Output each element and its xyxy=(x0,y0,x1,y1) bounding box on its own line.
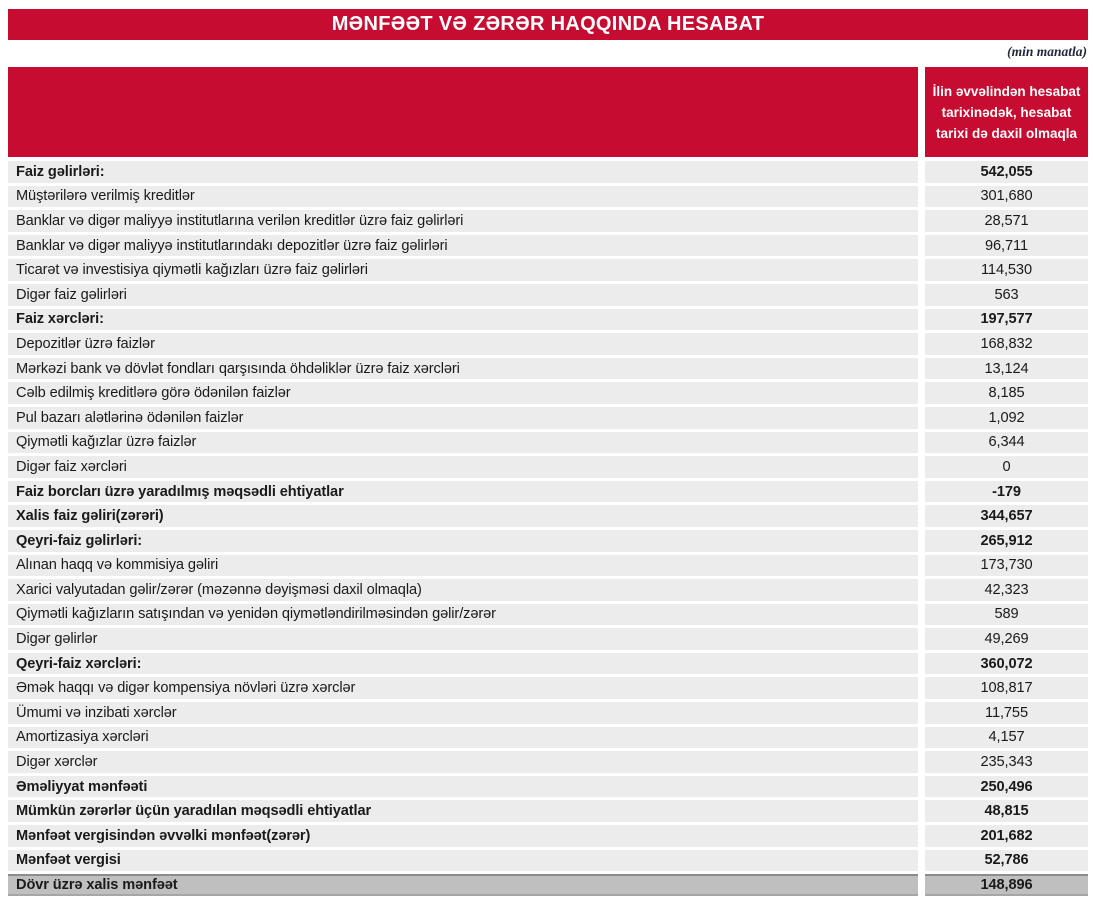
row-value: 360,072 xyxy=(925,653,1088,675)
table-row xyxy=(8,210,1088,232)
table-row xyxy=(8,481,1088,503)
row-value: -179 xyxy=(925,481,1088,503)
row-value: 542,055 xyxy=(925,161,1088,183)
row-label: Mümkün zərərlər üçün yaradılan məqsədli ehtiyatlar xyxy=(8,800,918,822)
table-row xyxy=(8,309,1088,331)
row-value: 344,657 xyxy=(925,505,1088,527)
table-row xyxy=(8,505,1088,527)
table-row xyxy=(8,358,1088,380)
row-label: Qeyri-faiz xərcləri: xyxy=(8,653,918,675)
row-value: 148,896 xyxy=(925,874,1088,896)
row-label: Faiz xərcləri: xyxy=(8,309,918,331)
table-row xyxy=(8,186,1088,208)
row-label: Depozitlər üzrə faizlər xyxy=(8,333,918,355)
row-label: Digər xərclər xyxy=(8,751,918,773)
row-label: Alınan haqq və kommisiya gəliri xyxy=(8,555,918,577)
row-value: 96,711 xyxy=(925,235,1088,257)
header-label-spacer xyxy=(8,67,918,157)
row-label: Əməliyyat mənfəəti xyxy=(8,776,918,798)
row-label: Dövr üzrə xalis mənfəət xyxy=(8,874,918,896)
table-row xyxy=(8,727,1088,749)
row-value: 49,269 xyxy=(925,628,1088,650)
row-label: Digər gəlirlər xyxy=(8,628,918,650)
row-value: 589 xyxy=(925,604,1088,626)
row-value: 201,682 xyxy=(925,825,1088,847)
row-value: 28,571 xyxy=(925,210,1088,232)
row-label: Müştərilərə verilmiş kreditlər xyxy=(8,186,918,208)
row-value: 108,817 xyxy=(925,677,1088,699)
table-row xyxy=(8,161,1088,183)
report-title: MƏNFƏƏT VƏ ZƏRƏR HAQQINDA HESABAT xyxy=(331,13,765,35)
row-label: Qiymətli kağızlar üzrə faizlər xyxy=(8,432,918,454)
table-row xyxy=(8,579,1088,601)
report-title-bar xyxy=(8,9,1088,40)
table-row xyxy=(8,382,1088,404)
pl-table xyxy=(8,67,1088,899)
row-value: 114,530 xyxy=(925,259,1088,281)
table-row xyxy=(8,800,1088,822)
table-row xyxy=(8,702,1088,724)
row-value: 1,092 xyxy=(925,407,1088,429)
row-label: Mərkəzi bank və dövlət fondları qarşısında öhdəliklər üzrə faiz xərcləri xyxy=(8,358,918,380)
table-row xyxy=(8,677,1088,699)
table-row xyxy=(8,653,1088,675)
table-row xyxy=(8,825,1088,847)
row-label: Mənfəət vergisi xyxy=(8,850,918,872)
row-value: 563 xyxy=(925,284,1088,306)
row-label: Digər faiz xərcləri xyxy=(8,456,918,478)
unit-note: (min manatla) xyxy=(1007,44,1087,59)
row-value: 11,755 xyxy=(925,702,1088,724)
table-row xyxy=(8,850,1088,872)
row-label: Xarici valyutadan gəlir/zərər (məzənnə dəyişməsi daxil olmaqla) xyxy=(8,579,918,601)
table-header-row xyxy=(8,67,1088,157)
row-value: 6,344 xyxy=(925,432,1088,454)
table-row xyxy=(8,235,1088,257)
row-value: 301,680 xyxy=(925,186,1088,208)
row-value: 235,343 xyxy=(925,751,1088,773)
row-label: Cəlb edilmiş kreditlərə görə ödənilən faizlər xyxy=(8,382,918,404)
row-value: 42,323 xyxy=(925,579,1088,601)
table-row xyxy=(8,604,1088,626)
table-row xyxy=(8,333,1088,355)
table-row xyxy=(8,259,1088,281)
pl-table-body xyxy=(8,161,1088,896)
row-label: Əmək haqqı və digər kompensiya növləri üzrə xərclər xyxy=(8,677,918,699)
table-row xyxy=(8,555,1088,577)
row-label: Ümumi və inzibati xərclər xyxy=(8,702,918,724)
row-label: Ticarət və investisiya qiymətli kağızları üzrə faiz gəlirləri xyxy=(8,259,918,281)
row-label: Qeyri-faiz gəlirləri: xyxy=(8,530,918,552)
value-column-header: İlin əvvəlindən hesabat tarixinədək, hesabat tarixi də daxil olmaqla xyxy=(925,67,1088,157)
row-label: Banklar və digər maliyyə institutlarına verilən kreditlər üzrə faiz gəlirləri xyxy=(8,210,918,232)
table-row xyxy=(8,284,1088,306)
table-row xyxy=(8,407,1088,429)
row-value: 4,157 xyxy=(925,727,1088,749)
row-value: 250,496 xyxy=(925,776,1088,798)
row-value: 48,815 xyxy=(925,800,1088,822)
table-row xyxy=(8,530,1088,552)
row-value: 13,124 xyxy=(925,358,1088,380)
row-value: 173,730 xyxy=(925,555,1088,577)
table-row xyxy=(8,432,1088,454)
row-label: Amortizasiya xərcləri xyxy=(8,727,918,749)
table-row xyxy=(8,751,1088,773)
row-label: Faiz borcları üzrə yaradılmış məqsədli ehtiyatlar xyxy=(8,481,918,503)
row-value: 197,577 xyxy=(925,309,1088,331)
row-value: 265,912 xyxy=(925,530,1088,552)
table-row xyxy=(8,874,1088,896)
row-label: Faiz gəlirləri: xyxy=(8,161,918,183)
row-label: Qiymətli kağızların satışından və yenidən qiymətləndirilməsindən gəlir/zərər xyxy=(8,604,918,626)
table-row xyxy=(8,628,1088,650)
row-value: 168,832 xyxy=(925,333,1088,355)
row-label: Xalis faiz gəliri(zərəri) xyxy=(8,505,918,527)
row-value: 0 xyxy=(925,456,1088,478)
row-label: Mənfəət vergisindən əvvəlki mənfəət(zərər) xyxy=(8,825,918,847)
row-value: 52,786 xyxy=(925,850,1088,872)
row-label: Pul bazarı alətlərinə ödənilən faizlər xyxy=(8,407,918,429)
table-row xyxy=(8,776,1088,798)
row-value: 8,185 xyxy=(925,382,1088,404)
table-row xyxy=(8,456,1088,478)
row-label: Banklar və digər maliyyə institutlarındakı depozitlər üzrə faiz gəlirləri xyxy=(8,235,918,257)
row-label: Digər faiz gəlirləri xyxy=(8,284,918,306)
